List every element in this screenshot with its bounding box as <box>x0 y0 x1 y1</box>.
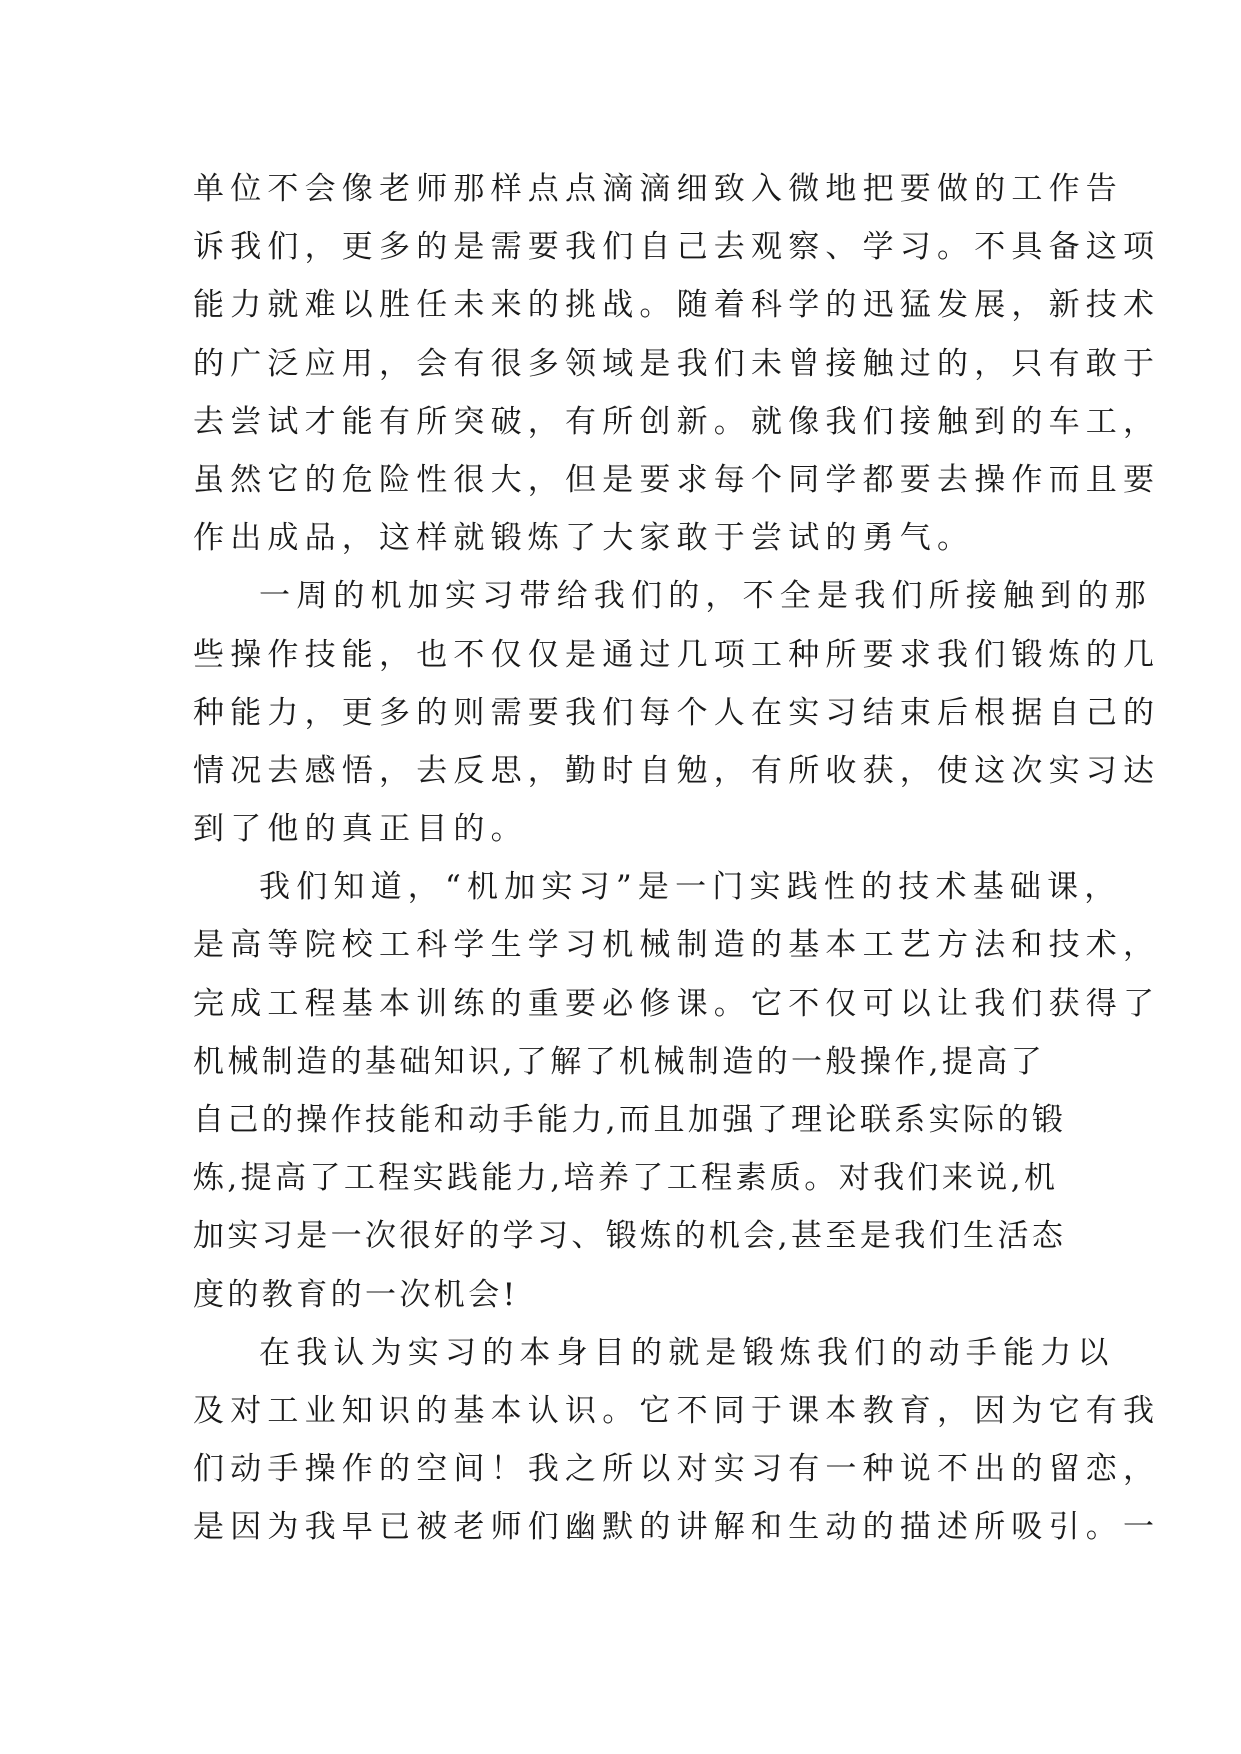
text-line: 及对工业知识的基本认识。它不同于课本教育，因为它有我 <box>193 1392 1161 1429</box>
text-line: 是高等院校工科学生学习机械制造的基本工艺方法和技术， <box>193 927 1161 964</box>
text-line: 完成工程基本训练的重要必修课。它不仅可以让我们获得了 <box>193 985 1161 1022</box>
text-line: 作出成品，这样就锻炼了大家敢于尝试的勇气。 <box>193 520 975 557</box>
text-line: 炼,提高了工程实践能力,培养了工程素质。对我们来说,机 <box>193 1160 1059 1197</box>
text-line: 机械制造的基础知识,了解了机械制造的一般操作,提高了 <box>193 1043 1046 1080</box>
paragraph-start-line: 我们知道，“机加实习”是一门实践性的技术基础课， <box>259 869 1122 906</box>
text-line: 单位不会像老师那样点点滴滴细致入微地把要做的工作告 <box>193 171 1123 207</box>
text-line: 的广泛应用，会有很多领域是我们未曾接触过的，只有敢于 <box>193 345 1161 382</box>
text-line: 些操作技能，也不仅仅是通过几项工种所要求我们锻炼的几 <box>193 636 1161 673</box>
text-line: 是因为我早已被老师们幽默的讲解和生动的描述所吸引。一 <box>193 1509 1161 1546</box>
paragraph-start-line: 一周的机加实习带给我们的，不全是我们所接触到的那 <box>259 578 1152 615</box>
text-line: 到了他的真正目的。 <box>193 811 528 848</box>
text-line: 自己的操作技能和动手能力,而且加强了理论联系实际的锻 <box>193 1102 1067 1138</box>
text-line: 们动手操作的空间！我之所以对实习有一种说不出的留恋， <box>193 1451 1161 1488</box>
paragraph-start-line: 在我认为实习的本身目的就是锻炼我们的动手能力以 <box>259 1334 1115 1371</box>
text-line: 能力就难以胜任未来的挑战。随着科学的迅猛发展，新技术 <box>193 287 1161 324</box>
text-line: 诉我们，更多的是需要我们自己去观察、学习。不具备这项 <box>193 229 1161 266</box>
text-line: 虽然它的危险性很大，但是要求每个同学都要去操作而且要 <box>193 461 1161 498</box>
body-text <box>193 160 1161 1557</box>
text-line: 情况去感悟，去反思，勤时自勉，有所收获，使这次实习达 <box>193 752 1161 789</box>
text-line: 去尝试才能有所突破，有所创新。就像我们接触到的车工， <box>193 403 1161 440</box>
text-line: 度的教育的一次机会! <box>193 1276 519 1313</box>
text-line: 加实习是一次很好的学习、锻炼的机会,甚至是我们生活态 <box>193 1218 1067 1255</box>
text-line: 种能力，更多的则需要我们每个人在实习结束后根据自己的 <box>193 694 1161 731</box>
